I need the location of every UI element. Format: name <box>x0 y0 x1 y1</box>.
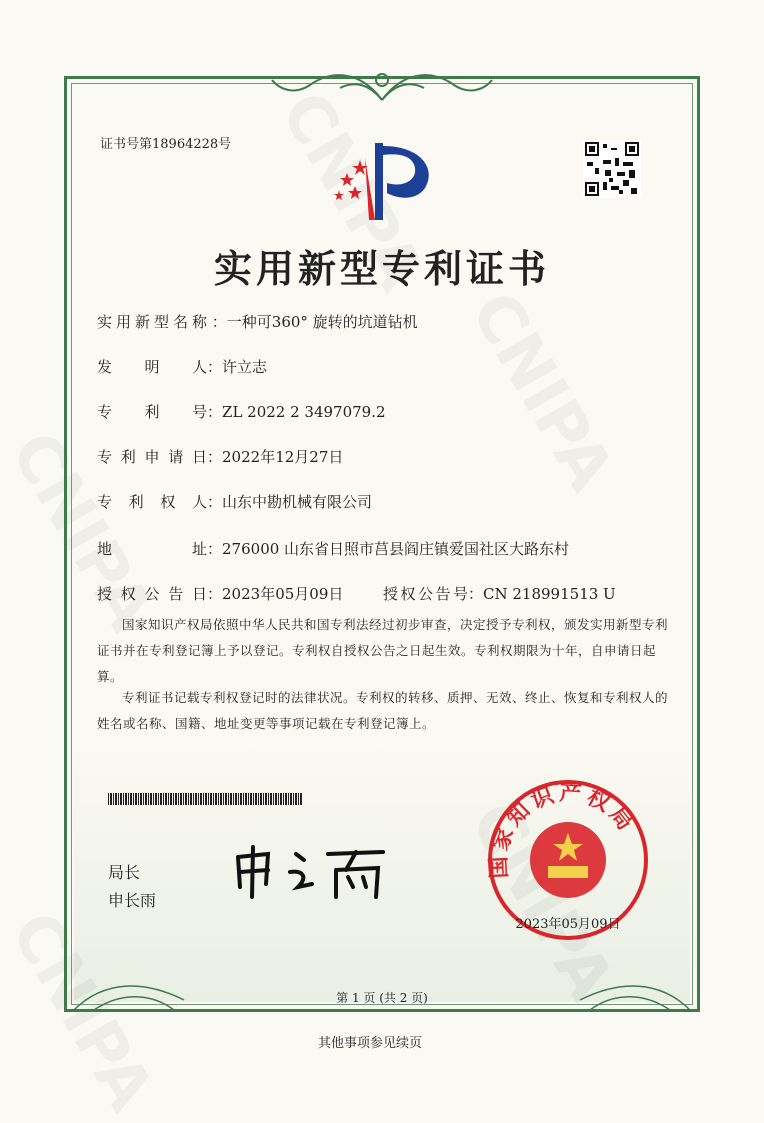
field-value: 许立志 <box>222 358 268 376</box>
seal-text: 国家知识产权局 <box>486 780 640 879</box>
field-utility-model-name: 实用新型名称 ：一种可360° 旋转的坑道钻机 <box>97 313 418 331</box>
legal-paragraph: 专利证书记载专利权登记时的法律状况。专利权的转移、质押、无效、终止、恢复和专利权人的姓名或名称、国籍、地址变更等事项记载在专利登记簿上。 <box>97 690 669 731</box>
field-label: 实用新型名称 <box>97 313 207 331</box>
qr-code <box>583 140 641 198</box>
field-inventor: 发明人：许立志 <box>97 358 268 376</box>
field-value: CN 218991513 U <box>483 585 616 603</box>
field-label: 发明人 <box>97 358 207 376</box>
handwritten-signature-icon <box>228 842 398 902</box>
field-patent-number: 专利号：ZL 2022 2 3497079.2 <box>97 403 386 421</box>
cnipa-logo-icon <box>325 138 440 223</box>
field-patentee: 专利权人：山东中勘机械有限公司 <box>97 493 373 511</box>
field-label: 专利申请日 <box>97 448 207 466</box>
field-value: 2023年05月09日 <box>222 585 344 603</box>
field-label: 授权公告号 <box>383 585 468 603</box>
field-announcement-number: 授权公告号：CN 218991513 U <box>383 585 616 603</box>
certificate-number: 证书号第18964228号 <box>100 137 232 152</box>
field-value: 一种可360° 旋转的坑道钻机 <box>226 313 418 331</box>
top-ornament-icon <box>270 60 495 110</box>
barcode <box>108 793 303 805</box>
field-value: 2022年12月27日 <box>222 448 344 466</box>
field-application-date: 专利申请日：2022年12月27日 <box>97 448 344 466</box>
field-address: 地址：276000 山东省日照市莒县阎庄镇爱国社区大路东村 <box>97 540 570 558</box>
field-value: 山东中勘机械有限公司 <box>222 493 373 511</box>
field-label: 专利号 <box>97 403 207 421</box>
field-label: 地址 <box>97 540 207 558</box>
field-label: 专利权人 <box>97 493 207 511</box>
page-indicator: 第 1 页 (共 2 页) <box>336 991 428 1005</box>
field-value: ZL 2022 2 3497079.2 <box>222 403 386 421</box>
field-value: 276000 山东省日照市莒县阎庄镇爱国社区大路东村 <box>222 540 570 558</box>
field-label: 授权公告日 <box>97 585 207 603</box>
official-seal-icon <box>486 778 651 943</box>
certificate-title: 实用新型专利证书 <box>213 247 550 291</box>
field-grant-date: 授权公告日：2023年05月09日 <box>97 585 344 603</box>
signatory-name: 申长雨 <box>108 891 157 910</box>
bottom-ornament-icon <box>64 960 700 1015</box>
seal-date: 2023年05月09日 <box>515 917 621 932</box>
continued-note: 其他事项参见续页 <box>317 1036 422 1051</box>
legal-paragraph: 国家知识产权局依照中华人民共和国专利法经过初步审查，决定授予专利权，颁发实用新型专利证书并在专利登记簿上予以登记。专利权自授权公告之日起生效。专利权期限为十年，自申请日起算。 <box>97 617 669 684</box>
signatory-title: 局长 <box>108 863 141 882</box>
